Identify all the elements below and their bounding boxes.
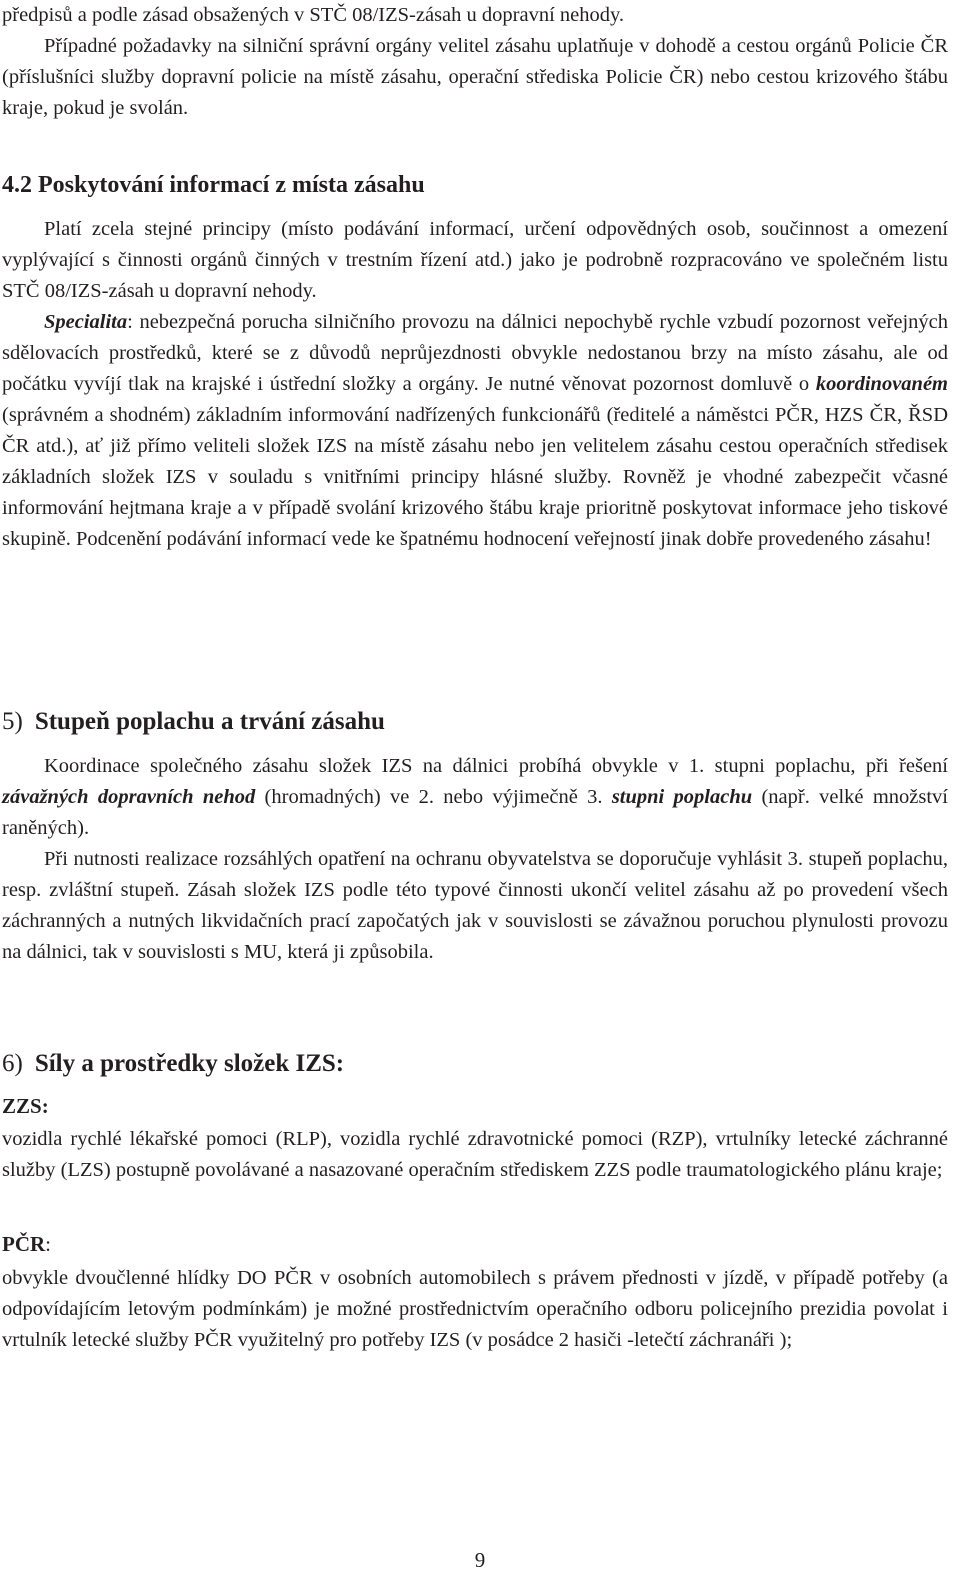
pcr-label	[2, 1229, 51, 1259]
section-heading-6	[2, 1049, 344, 1079]
specialita-emphasis: Specialita	[44, 311, 128, 333]
section-6-title: Síly a prostředky složek IZS:	[34, 1050, 345, 1077]
page-number: 9	[474, 1548, 486, 1572]
pcr-label-text: PČR	[2, 1232, 46, 1256]
alarm-paragraph-1	[2, 751, 948, 844]
alarm-paragraph-1-text-b: (hromadných) ve 2. nebo výjimečně 3.	[255, 786, 612, 808]
koordinovanem-emphasis: koordinovaném	[815, 373, 948, 395]
info-paragraph-2-text-b: (správném a shodném) základním informování nadřízených funkcionářů (ředitelé a náměstci PČR, HZS ČR, ŘSD ČR atd.), ať již přímo veliteli složek IZS na místě zásahu nebo jen velitelem zásahu cestou operačních středisek základních složek IZS v souladu s vnitřními principy hlásné služby. Rovněž je vhodné zabezpečit včasné informování hejtmana kraje a v případě svolání krizového štábu kraje prioritně poskytovat informace jeho tiskové skupině. Podcenění podávání informací vede ke špatnému hodnocení veřejností jinak dobře provedeného zásahu!	[2, 404, 948, 550]
intro-paragraph: Případné požadavky na silniční správní orgány velitel zásahu uplatňuje v dohodě a cestou orgánů Policie ČR (příslušníci služby dopravní policie na místě zásahu, operační střediska Policie ČR) nebo cestou krizového štábu kraje, pokud je svolán.	[2, 35, 948, 119]
intro-line: předpisů a podle zásad obsažených v STČ 08/IZS-zásah u dopravní nehody.	[2, 4, 625, 26]
info-paragraph-2	[2, 307, 948, 555]
stupni-poplachu-emphasis: stupni poplachu	[611, 786, 753, 808]
alarm-paragraph-1-text-c: (např. velké množství raněných).	[2, 786, 948, 839]
info-paragraph-2-text-a: : nebezpečná porucha silničního provozu na dálnici nepochybě rychle vzbudí pozornost veřejných sdělovacích prostředků, které se z důvodů neprůjezdnosti obvykle nedostanou brzy na místo zásahu, ale od počátku vyvíjí tlak na krajské i ústřední složky a orgány. Je nutné věnovat pozornost domluvě o	[2, 311, 948, 395]
section-5-number: 5)	[2, 708, 23, 735]
section-6-number: 6)	[2, 1050, 23, 1077]
zzs-paragraph: vozidla rychlé lékařské pomoci (RLP), vozidla rychlé zdravotnické pomoci (RZP), vrtulníky letecké záchranné služby (LZS) postupně povolávané a nasazované operačním střediskem ZZS podle traumatologického plánu kraje;	[2, 1128, 948, 1181]
alarm-paragraph-2: Při nutnosti realizace rozsáhlých opatření na ochranu obyvatelstva se doporučuje vyhlásit 3. stupeň poplachu, resp. zvláštní stupeň. Zásah složek IZS podle této typové činnosti ukončí velitel zásahu až po provedení všech záchranných a nutných likvidačních prací započatých jak v souvislosti se závažnou poruchou plynulosti provozu na dálnici, tak v souvislosti s MU, která ji způsobila.	[2, 848, 948, 963]
section-heading-5	[2, 707, 385, 737]
zzs-label: ZZS:	[2, 1094, 49, 1118]
subsection-heading-4-2: 4.2 Poskytování informací z místa zásahu	[2, 172, 425, 198]
alarm-paragraph-1-text-a: Koordinace společného zásahu složek IZS na dálnici probíhá obvykle v 1. stupni poplachu, při řešení	[44, 755, 948, 777]
pcr-paragraph: obvykle dvoučlenné hlídky DO PČR v osobních automobilech s právem přednosti v jízdě, v případě potřeby (a odpovídajícím letovým podmínkám) je možné prostřednictvím operačního odboru policejního prezidia povolat i vrtulník letecké služby PČR využitelný pro potřeby IZS (v posádce 2 hasiči -letečtí záchranáři );	[2, 1267, 948, 1351]
pcr-label-colon: :	[45, 1232, 52, 1256]
zavaznych-emphasis: závažných dopravních nehod	[2, 786, 256, 808]
section-5-title: Stupeň poplachu a trvání zásahu	[34, 708, 385, 735]
info-paragraph-1: Platí zcela stejné principy (místo podávání informací, určení odpovědných osob, součinnost a omezení vyplývající s činnosti orgánů činných v trestním řízení atd.) jako je podrobně rozpracováno ve společném listu STČ 08/IZS-zásah u dopravní nehody.	[2, 218, 948, 302]
